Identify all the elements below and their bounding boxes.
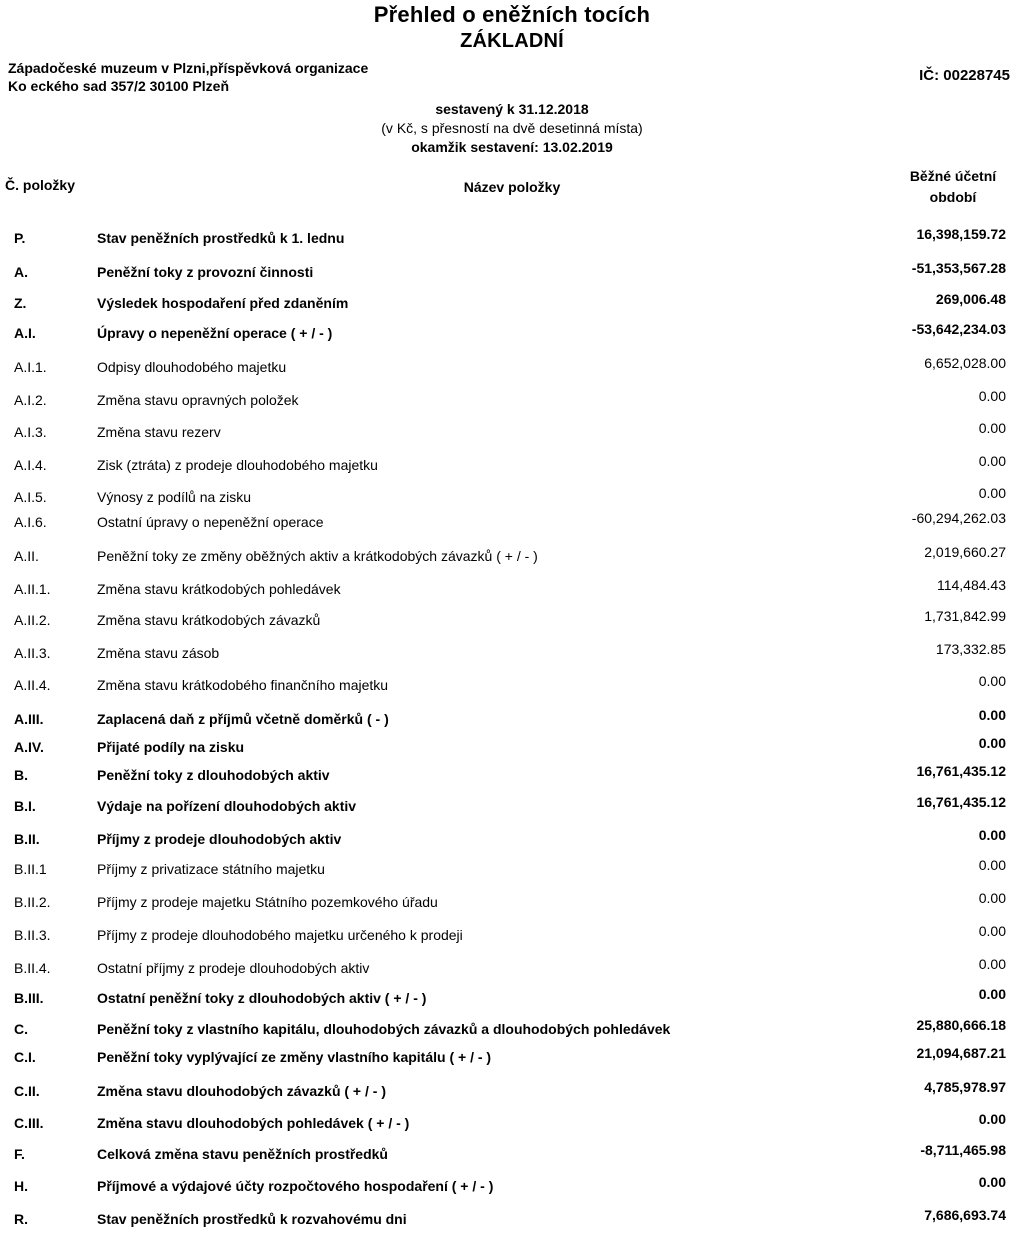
row-label: Peněžní toky z dlouhodobých aktiv: [97, 767, 330, 783]
row-code: A.II.: [14, 548, 39, 564]
row-value: 0.00: [978, 485, 1006, 501]
row-value: 0.00: [978, 956, 1006, 972]
table-row: [0, 608, 1024, 638]
row-value: 4,785,978.97: [924, 1079, 1006, 1095]
row-code: B.II.2.: [14, 894, 51, 910]
row-value: -53,642,234.03: [911, 321, 1006, 337]
table-row: [0, 1045, 1024, 1075]
column-header-name: Název položky: [463, 179, 561, 195]
row-value: 16,398,159.72: [916, 226, 1006, 242]
row-label: Ostatní úpravy o nepeněžní operace: [97, 514, 324, 530]
row-value: 0.00: [978, 890, 1006, 906]
row-code: Z.: [14, 295, 27, 311]
row-label: Úpravy o nepeněžní operace ( + / - ): [97, 325, 333, 341]
row-value: 0.00: [978, 827, 1006, 843]
row-label: Celková změna stavu peněžních prostředků: [97, 1146, 388, 1162]
row-value: 0.00: [978, 1111, 1006, 1127]
row-value: -8,711,465.98: [920, 1142, 1006, 1158]
row-label: Změna stavu zásob: [97, 645, 220, 661]
row-value: -51,353,567.28: [911, 260, 1006, 276]
row-code: A.I.: [14, 325, 36, 341]
row-value: 6,652,028.00: [924, 355, 1006, 371]
report-subtitle: ZÁKLADNÍ: [460, 30, 564, 52]
table-row: [0, 794, 1024, 824]
row-code: B.II.3.: [14, 927, 51, 943]
table-row: [0, 857, 1024, 887]
row-code: A.I.4.: [14, 457, 47, 473]
row-code: A.I.5.: [14, 489, 47, 505]
row-label: Ostatní příjmy z prodeje dlouhodobých aktiv: [97, 960, 370, 976]
row-code: F.: [14, 1146, 25, 1162]
row-code: C.: [14, 1021, 28, 1037]
table-row: [0, 1017, 1024, 1047]
table-row: [0, 1142, 1024, 1172]
table-row: [0, 321, 1024, 351]
table-row: [0, 1079, 1024, 1109]
row-code: B.: [14, 767, 28, 783]
row-value: 0.00: [978, 453, 1006, 469]
row-label: Změna stavu opravných položek: [97, 392, 299, 408]
row-code: A.II.1.: [14, 581, 51, 597]
table-row: [0, 1207, 1024, 1237]
row-value: 25,880,666.18: [916, 1017, 1006, 1033]
organization-name: Západočeské muzeum v Plzni,příspěvková organizace: [8, 60, 369, 76]
row-value: 16,761,435.12: [916, 794, 1006, 810]
table-row: [0, 763, 1024, 793]
row-value: 0.00: [978, 388, 1006, 404]
row-label: Stav peněžních prostředků k rozvahovému dni: [97, 1211, 407, 1227]
row-label: Výnosy z podílů na zisku: [97, 489, 252, 505]
row-label: Příjmy z prodeje majetku Státního pozemkového úřadu: [97, 894, 438, 910]
row-value: 0.00: [978, 420, 1006, 436]
row-code: R.: [14, 1211, 28, 1227]
organization-ic: IČ: 00228745: [919, 67, 1010, 84]
row-label: Ostatní peněžní toky z dlouhodobých aktiv ( + / - ): [97, 990, 427, 1006]
table-row: [0, 735, 1024, 765]
row-value: 7,686,693.74: [924, 1207, 1006, 1223]
row-value: 0.00: [978, 923, 1006, 939]
table-row: [0, 510, 1024, 540]
row-code: C.I.: [14, 1049, 36, 1065]
row-code: A.IV.: [14, 739, 44, 755]
row-label: Změna stavu krátkodobých pohledávek: [97, 581, 341, 597]
table-row: [0, 641, 1024, 671]
row-label: Příjmy z prodeje dlouhodobých aktiv: [97, 831, 342, 847]
table-row: [0, 453, 1024, 483]
row-code: A.II.3.: [14, 645, 51, 661]
row-label: Stav peněžních prostředků k 1. lednu: [97, 230, 345, 246]
row-label: Výsledek hospodaření před zdaněním: [97, 295, 349, 311]
row-code: B.III.: [14, 990, 44, 1006]
row-code: A.II.2.: [14, 612, 51, 628]
row-value: 0.00: [978, 1174, 1006, 1190]
row-label: Příjmy z prodeje dlouhodobého majetku určeného k prodeji: [97, 927, 463, 943]
table-row: [0, 956, 1024, 986]
row-value: 0.00: [978, 673, 1006, 689]
row-code: A.I.2.: [14, 392, 47, 408]
table-row: [0, 291, 1024, 321]
table-row: [0, 544, 1024, 574]
row-value: 0.00: [978, 735, 1006, 751]
row-code: A.II.4.: [14, 677, 51, 693]
table-row: [0, 923, 1024, 953]
row-value: 2,019,660.27: [924, 544, 1006, 560]
row-value: 1,731,842.99: [924, 608, 1006, 624]
row-code: C.II.: [14, 1083, 40, 1099]
table-row: [0, 355, 1024, 385]
row-label: Odpisy dlouhodobého majetku: [97, 359, 287, 375]
compiled-moment: okamžik sestavení: 13.02.2019: [411, 139, 613, 155]
table-row: [0, 707, 1024, 737]
table-row: [0, 260, 1024, 290]
row-label: Změna stavu dlouhodobých závazků ( + / - ): [97, 1083, 386, 1099]
row-code: B.II.: [14, 831, 40, 847]
row-label: Změna stavu krátkodobého finančního majetku: [97, 677, 389, 693]
row-value: 0.00: [978, 857, 1006, 873]
table-row: [0, 827, 1024, 857]
row-code: B.II.4.: [14, 960, 51, 976]
table-row: [0, 485, 1024, 515]
report-title: Přehled o eněžních tocích: [373, 2, 651, 27]
table-row: [0, 1174, 1024, 1204]
compiled-date: sestavený k 31.12.2018: [435, 101, 589, 117]
row-label: Přijaté podíly na zisku: [97, 739, 245, 755]
row-label: Zisk (ztráta) z prodeje dlouhodobého majetku: [97, 457, 378, 473]
row-code: A.: [14, 264, 28, 280]
table-row: [0, 986, 1024, 1016]
row-value: -60,294,262.03: [911, 510, 1006, 526]
row-value: 0.00: [978, 707, 1006, 723]
table-row: [0, 420, 1024, 450]
row-label: Příjmy z privatizace státního majetku: [97, 861, 325, 877]
row-label: Peněžní toky z provozní činnosti: [97, 264, 314, 280]
row-code: A.I.6.: [14, 514, 47, 530]
table-row: [0, 226, 1024, 256]
row-value: 0.00: [978, 986, 1006, 1002]
row-value: 269,006.48: [935, 291, 1006, 307]
row-code: B.II.1: [14, 861, 47, 877]
organization-address: Ko eckého sad 357/2 30100 Plzeň: [8, 78, 230, 94]
table-row: [0, 388, 1024, 418]
row-value: 173,332.85: [935, 641, 1006, 657]
column-header-period-line2: období: [929, 189, 977, 205]
row-label: Peněžní toky vyplývající ze změny vlastního kapitálu ( + / - ): [97, 1049, 492, 1065]
row-label: Peněžní toky z vlastního kapitálu, dlouhodobých závazků a dlouhodobých pohledávek: [97, 1021, 671, 1037]
row-label: Peněžní toky ze změny oběžných aktiv a krátkodobých závazků ( + / - ): [97, 548, 538, 564]
table-row: [0, 577, 1024, 607]
row-label: Změna stavu krátkodobých závazků: [97, 612, 321, 628]
column-header-code: Č. položky: [5, 177, 76, 193]
row-code: B.I.: [14, 798, 36, 814]
precision-note: (v Kč, s přesností na dvě desetinná místa): [381, 120, 643, 136]
row-label: Zaplacená daň z příjmů včetně doměrků ( - ): [97, 711, 389, 727]
row-code: A.I.3.: [14, 424, 47, 440]
row-label: Příjmové a výdajové účty rozpočtového hospodaření ( + / - ): [97, 1178, 494, 1194]
column-header-period-line1: Běžné účetní: [909, 168, 997, 184]
table-row: [0, 890, 1024, 920]
row-code: H.: [14, 1178, 28, 1194]
row-label: Výdaje na pořízení dlouhodobých aktiv: [97, 798, 357, 814]
table-row: [0, 1111, 1024, 1141]
row-label: Změna stavu rezerv: [97, 424, 221, 440]
row-code: A.I.1.: [14, 359, 47, 375]
table-row: [0, 673, 1024, 703]
row-code: P.: [14, 230, 26, 246]
row-code: C.III.: [14, 1115, 44, 1131]
row-value: 114,484.43: [936, 577, 1006, 593]
row-value: 16,761,435.12: [916, 763, 1006, 779]
row-label: Změna stavu dlouhodobých pohledávek ( + / - ): [97, 1115, 410, 1131]
row-code: A.III.: [14, 711, 44, 727]
row-value: 21,094,687.21: [916, 1045, 1006, 1061]
